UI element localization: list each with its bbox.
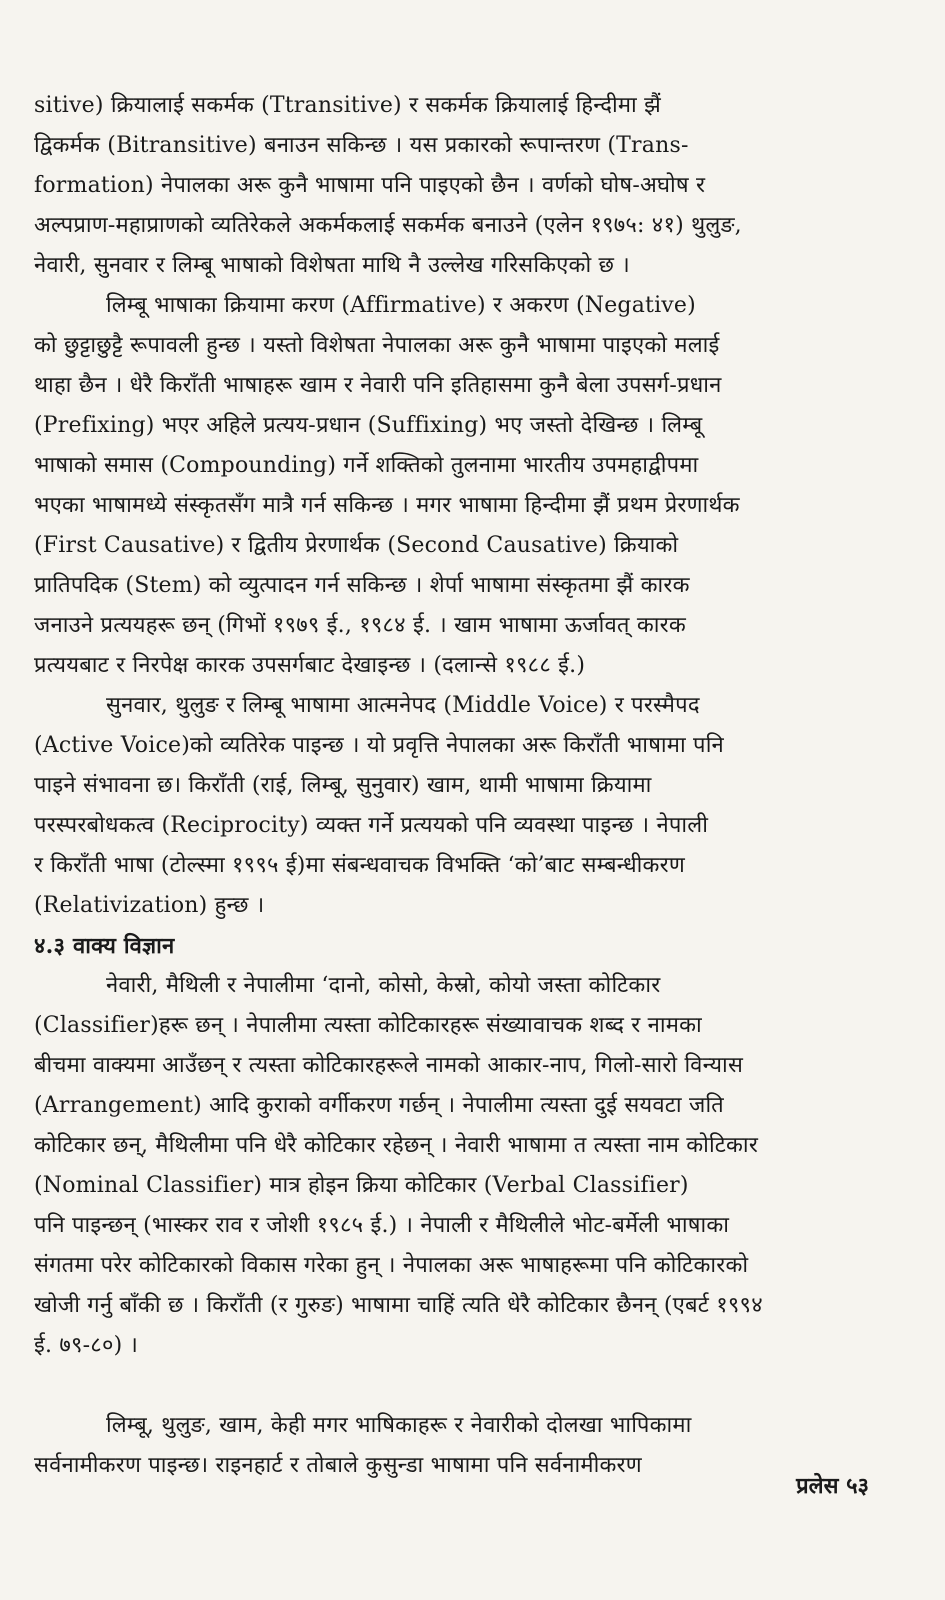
text-line: (Classifier)हरू छन् । नेपालीमा त्यस्ता कोटिकारहरू संख्यावाचक शब्द र नामका xyxy=(34,1013,702,1038)
text-line: खोजी गर्नु बाँकी छ । किराँती (र गुरुङ) भाषामा चाहिं त्यति धेरै कोटिकार छैनन् (एबर्ट १९९४ xyxy=(34,1293,763,1318)
text-line: (Nominal Classifier) मात्र होइन क्रिया कोटिकार (Verbal Classifier) xyxy=(34,1173,689,1198)
text-line: र किराँती भाषा (टोल्स्मा १९९५ ई)मा संबन्धवाचक विभक्ति ‘को’बाट सम्बन्धीकरण xyxy=(34,853,685,878)
text-line: नेवारी, मैथिली र नेपालीमा ‘दानो, कोसो, केस्रो, कोयो जस्ता कोटिकार xyxy=(106,973,661,998)
page-footer: प्रलेस ५३ xyxy=(796,1473,869,1499)
text-line: (First Causative) र द्वितीय प्रेरणार्थक (Second Causative) क्रियाको xyxy=(34,533,679,558)
text-line: अल्पप्राण-महाप्राणको व्यतिरेकले अकर्मकलाई सकर्मक बनाउने (एलेन १९७५: ४१) थुलुङ, xyxy=(34,213,742,238)
text-line: sitive) क्रियालाई सकर्मक (Ttransitive) र सकर्मक क्रियालाई हिन्दीमा झैं xyxy=(34,93,661,118)
text-line: सर्वनामीकरण पाइन्छ। राइनहार्ट र तोबाले कुसुन्डा भाषामा पनि सर्वनामीकरण xyxy=(34,1453,642,1478)
text-line: formation) नेपालका अरू कुनै भाषामा पनि पाइएको छैन । वर्णको घोष-अघोष र xyxy=(34,173,706,198)
body-text xyxy=(34,86,865,1486)
text-line: ई. ७९-८०) । xyxy=(34,1333,139,1358)
text-line: प्रातिपदिक (Stem) को व्युत्पादन गर्न सकिन्छ । शेर्पा भाषामा संस्कृतमा झैं कारक xyxy=(34,573,690,598)
text-line: पाइने संभावना छ। किराँती (राई, लिम्बू, सुनुवार) खाम, थामी भाषामा क्रियामा xyxy=(34,773,652,798)
text-line: बीचमा वाक्यमा आउँछन् र त्यस्ता कोटिकारहरूले नामको आकार-नाप, गिलो-सारो विन्यास xyxy=(34,1053,744,1078)
text-line: सुनवार, थुलुङ र लिम्बू भाषामा आत्मनेपद (Middle Voice) र परस्मैपद xyxy=(106,693,700,718)
text-line: कोटिकार छन्, मैथिलीमा पनि धेरै कोटिकार रहेछन् । नेवारी भाषामा त त्यस्ता नाम कोटिकार xyxy=(34,1133,759,1158)
text-line: (Prefixing) भएर अहिले प्रत्यय-प्रधान (Suffixing) भए जस्तो देखिन्छ । लिम्बू xyxy=(34,413,703,438)
text-line: जनाउने प्रत्ययहरू छन् (गिभों १९७९ ई., १९८४ ई. । खाम भाषामा ऊर्जावत् कारक xyxy=(34,613,686,638)
text-line: (Relativization) हुन्छ । xyxy=(34,893,265,918)
text-line: भएका भाषामध्ये संस्कृतसँग मात्रै गर्न सकिन्छ । मगर भाषामा हिन्दीमा झैं प्रथम प्रेरणार्थक xyxy=(34,493,740,518)
text-line: थाहा छैन । धेरै किराँती भाषाहरू खाम र नेवारी पनि इतिहासमा कुनै बेला उपसर्ग-प्रधान xyxy=(34,373,722,398)
text-line: (Arrangement) आदि कुराको वर्गीकरण गर्छन् । नेपालीमा त्यस्ता दुई सयवटा जति xyxy=(34,1093,724,1118)
text-line: प्रत्ययबाट र निरपेक्ष कारक उपसर्गबाट देखाइन्छ । (दलान्से १९८८ ई.) xyxy=(34,653,586,678)
text-line: (Active Voice)को व्यतिरेक पाइन्छ । यो प्रवृत्ति नेपालका अरू किराँती भाषामा पनि xyxy=(34,733,724,758)
text-line: परस्परबोधकत्व (Reciprocity) व्यक्त गर्ने प्रत्ययको पनि व्यवस्था पाइन्छ । नेपाली xyxy=(34,813,709,838)
text-line: द्विकर्मक (Bitransitive) बनाउन सकिन्छ । यस प्रकारको रूपान्तरण (Trans- xyxy=(34,133,689,158)
text-line: लिम्बू भाषाका क्रियामा करण (Affirmative) र अकरण (Negative) xyxy=(106,293,696,318)
text-line: लिम्बू, थुलुङ, खाम, केही मगर भाषिकाहरू र नेवारीको दोलखा भापिकामा xyxy=(106,1413,692,1438)
blank-line xyxy=(34,1366,865,1406)
text-line: पनि पाइन्छन् (भास्कर राव र जोशी १९८५ ई.) । नेपाली र मैथिलीले भोट-बर्मेली भाषाका xyxy=(34,1213,730,1238)
text-line: को छुट्टाछुट्टै रूपावली हुन्छ । यस्तो विशेषता नेपालका अरू कुनै भाषामा पाइएको मलाई xyxy=(34,333,720,358)
text-line: भाषाको समास (Compounding) गर्ने शक्तिको तुलनामा भारतीय उपमहाद्वीपमा xyxy=(34,453,699,478)
text-line: नेवारी, सुनवार र लिम्बू भाषाको विशेषता माथि नै उल्लेख गरिसकिएको छ । xyxy=(34,253,630,278)
text-line: संगतमा परेर कोटिकारको विकास गरेका हुन् । नेपालका अरू भाषाहरूमा पनि कोटिकारको xyxy=(34,1253,749,1278)
section-heading: ४.३ वाक्य विज्ञान xyxy=(34,933,175,959)
